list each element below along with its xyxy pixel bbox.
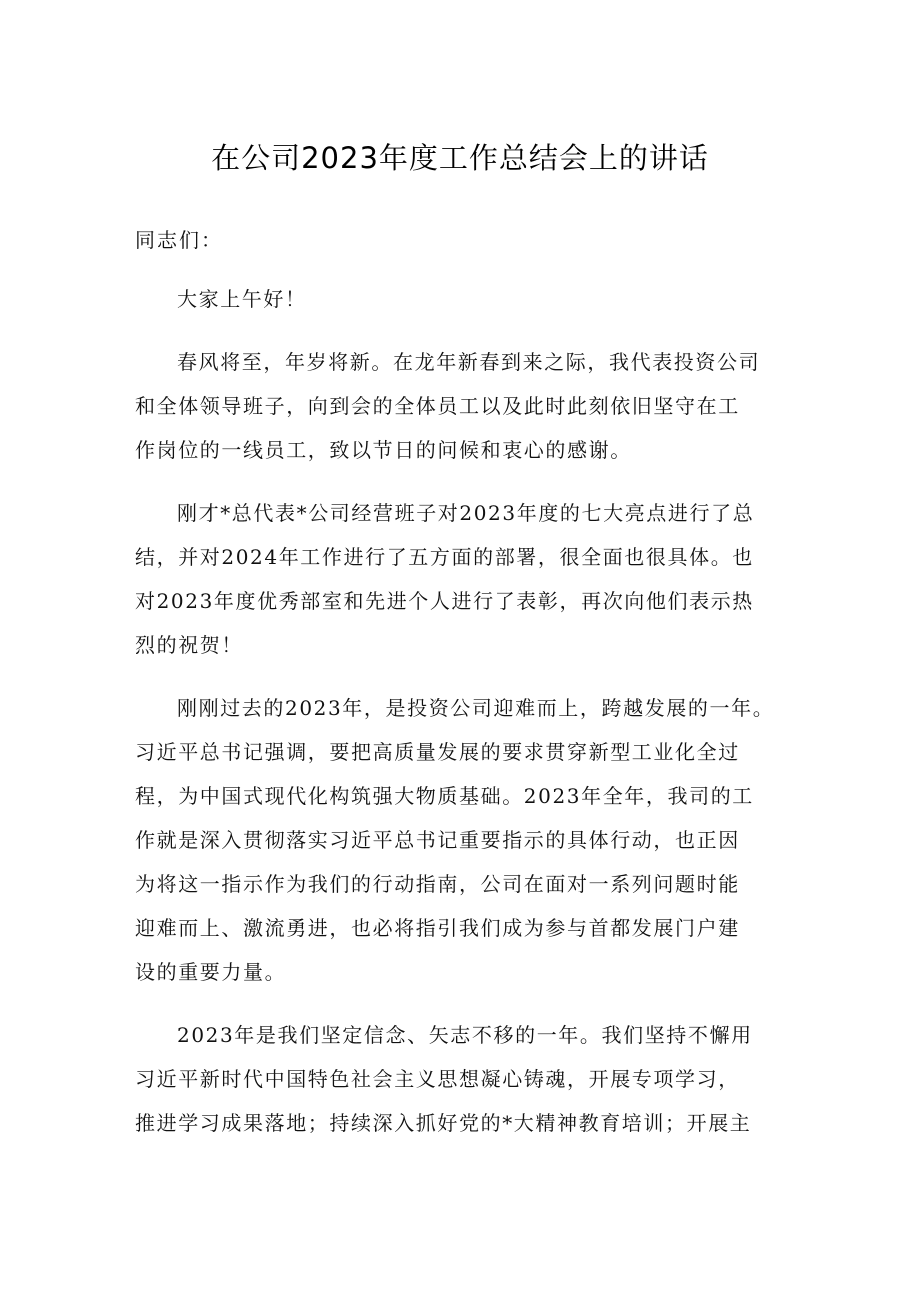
text-line: 和全体领导班子，向到会的全体员工以及此时此刻依旧坚守在工	[135, 394, 740, 418]
text-line: 刚才*总代表*公司经营班子对2023年度的七大亮点进行了总	[177, 501, 755, 525]
text-line: 程，为中国式现代化构筑强大物质基础。2023年全年，我司的工	[135, 784, 754, 808]
text-line: 烈的祝贺！	[135, 633, 243, 657]
paragraph-new-year	[135, 340, 790, 472]
text-line: 大家上午好！	[177, 287, 307, 311]
text-line: 为将这一指示作为我们的行动指南，公司在面对一系列问题时能	[135, 872, 740, 896]
document-title: 在公司2023年度工作总结会上的讲话	[211, 141, 709, 175]
paragraph-summary	[135, 491, 790, 667]
text-line: 习近平新时代中国特色社会主义思想凝心铸魂，开展专项学习，	[135, 1067, 740, 1091]
text-line: 推进学习成果落地；持续深入抓好党的*大精神教育培训；开展主	[135, 1111, 752, 1135]
text-line: 春风将至，年岁将新。在龙年新春到来之际，我代表投资公司	[177, 350, 761, 374]
text-line: 设的重要力量。	[135, 960, 287, 984]
text-line: 2023年是我们坚定信念、矢志不移的一年。我们坚持不懈用	[177, 1023, 753, 1047]
text-line: 刚刚过去的2023年，是投资公司迎难而上，跨越发展的一年。	[177, 696, 775, 720]
paragraph-greeting	[135, 277, 790, 321]
text-line: 作岗位的一线员工，致以节日的问候和衷心的感谢。	[135, 438, 632, 462]
document-body	[135, 277, 790, 1164]
text-line: 作就是深入贯彻落实习近平总书记重要指示的具体行动，也正因	[135, 828, 740, 852]
text-line: 迎难而上、激流勇进，也必将指引我们成为参与首都发展门户建	[135, 916, 740, 940]
salutation: 同志们：	[135, 228, 223, 252]
text-line: 对2023年度优秀部室和先进个人进行了表彰，再次向他们表示热	[135, 589, 754, 613]
paragraph-belief	[135, 1013, 790, 1145]
text-line: 结，并对2024年工作进行了五方面的部署，很全面也很具体。也	[135, 545, 754, 569]
text-line: 习近平总书记强调，要把高质量发展的要求贯穿新型工业化全过	[135, 740, 740, 764]
paragraph-2023-review	[135, 686, 790, 994]
